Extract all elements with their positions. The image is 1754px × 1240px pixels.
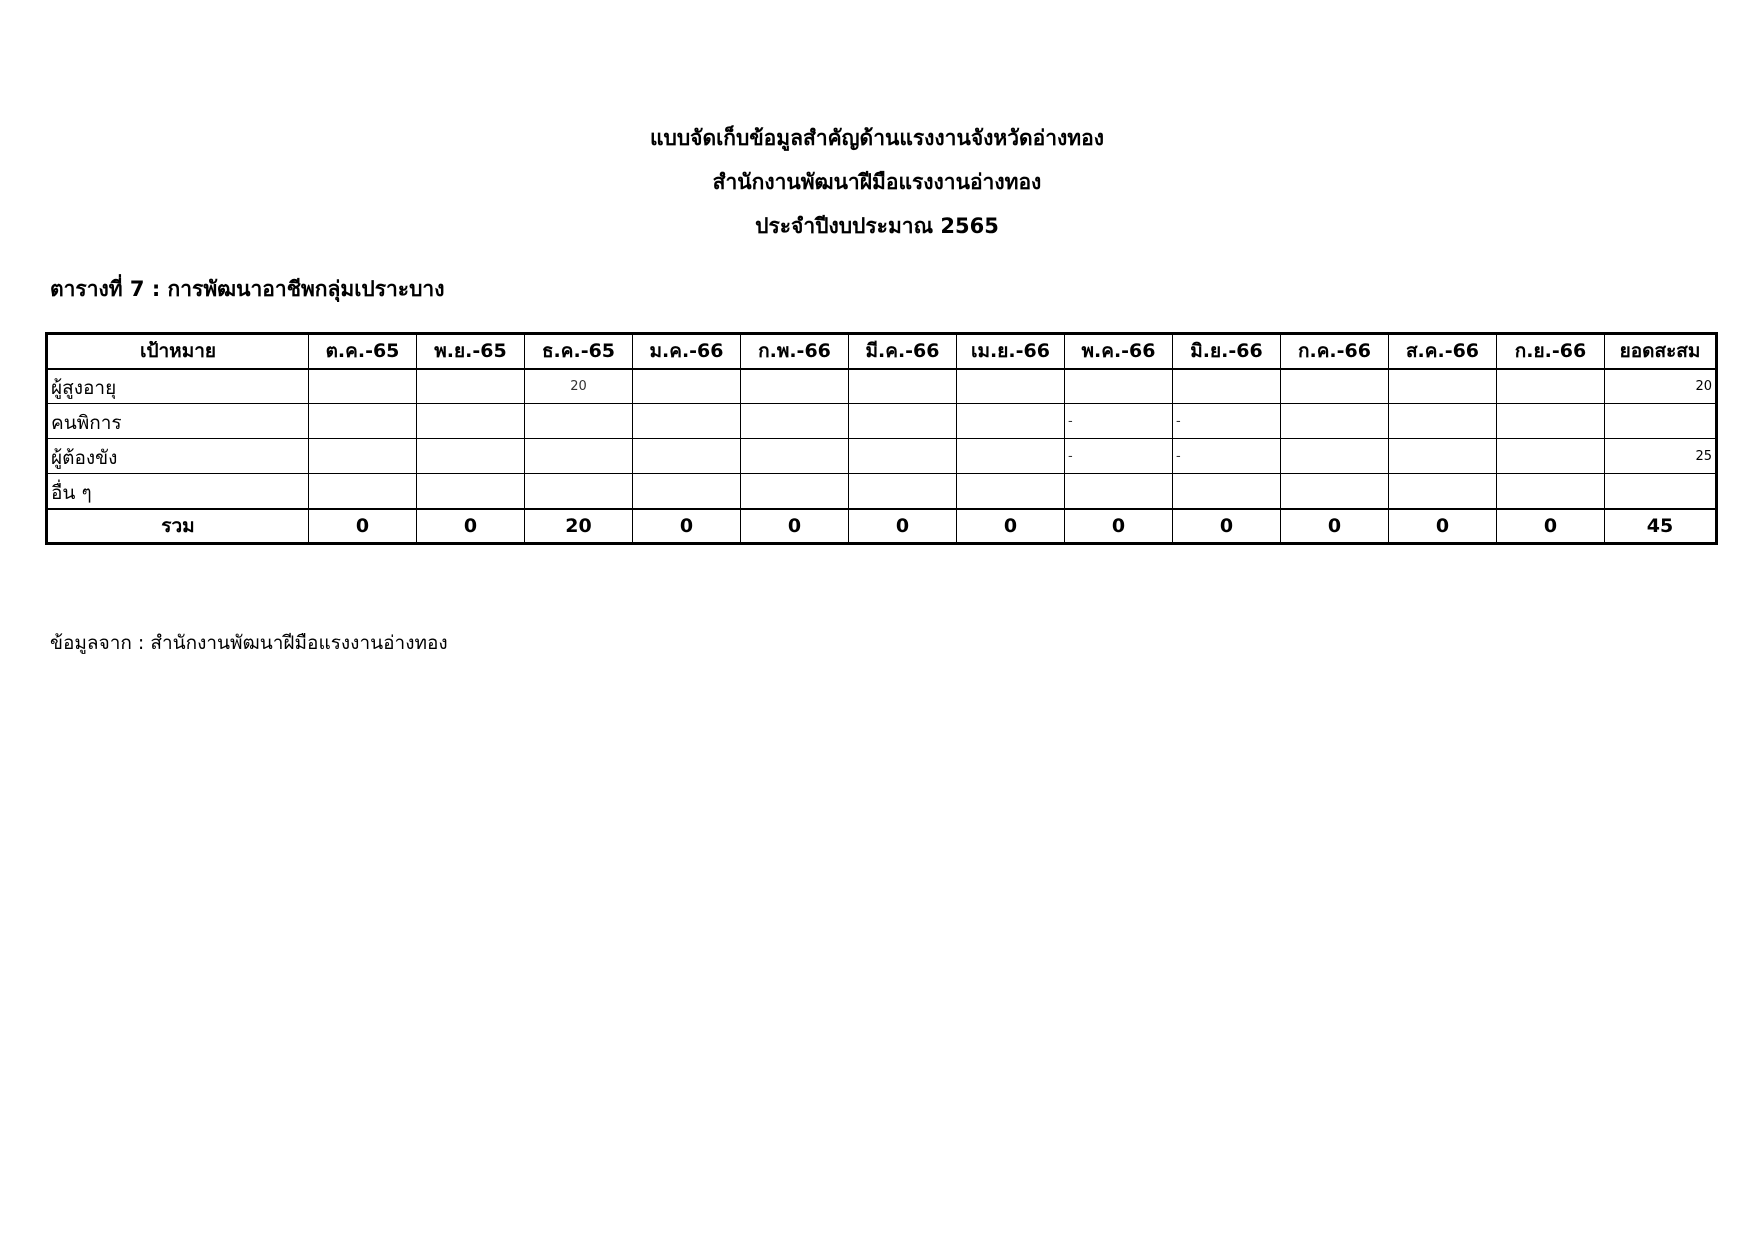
table-cell: - [1065, 404, 1173, 439]
vulnerable-groups-table [45, 332, 1718, 545]
header-month: ก.พ.-66 [741, 334, 849, 369]
total-cell: 0 [741, 509, 849, 544]
table-cell [525, 439, 633, 474]
table-cell [1497, 474, 1605, 509]
table-cell [741, 439, 849, 474]
header-month: ต.ค.-65 [309, 334, 417, 369]
header-month: ม.ค.-66 [633, 334, 741, 369]
table-cell [1065, 474, 1173, 509]
total-cell: 20 [525, 509, 633, 544]
row-label: ผู้ต้องขัง [47, 439, 309, 474]
table-cell [957, 369, 1065, 404]
header-month: เม.ย.-66 [957, 334, 1065, 369]
table-cell [1281, 404, 1389, 439]
header-month: ก.ย.-66 [1497, 334, 1605, 369]
table-cell [525, 474, 633, 509]
header-month: พ.ย.-65 [417, 334, 525, 369]
total-label: รวม [47, 509, 309, 544]
total-cell: 0 [1497, 509, 1605, 544]
table-cell [309, 404, 417, 439]
header-cumulative: ยอดสะสม [1605, 334, 1717, 369]
table-cell [1281, 474, 1389, 509]
table-cell: - [1065, 439, 1173, 474]
table-cell [1497, 369, 1605, 404]
table-cell [957, 439, 1065, 474]
table-cell-cumulative: 20 [1605, 369, 1717, 404]
table-cell: 20 [525, 369, 633, 404]
table-cell [849, 474, 957, 509]
table-cell [309, 439, 417, 474]
header-target: เป้าหมาย [47, 334, 309, 369]
table-cell [741, 404, 849, 439]
table-cell [1281, 439, 1389, 474]
table-cell [957, 474, 1065, 509]
header-month: ก.ค.-66 [1281, 334, 1389, 369]
total-cell: 0 [1173, 509, 1281, 544]
office-name: สำนักงานพัฒนาฝีมือแรงงานอ่างทอง [712, 170, 1042, 194]
table-cell [1173, 474, 1281, 509]
table-cell [309, 474, 417, 509]
table-cell [1389, 474, 1497, 509]
total-cell: 0 [309, 509, 417, 544]
header-month: มี.ค.-66 [849, 334, 957, 369]
table-cell [849, 439, 957, 474]
table-cell [1281, 369, 1389, 404]
table-cell [633, 474, 741, 509]
table-cell [1389, 404, 1497, 439]
table-cell [417, 439, 525, 474]
header-month: ธ.ค.-65 [525, 334, 633, 369]
table-cell [1389, 439, 1497, 474]
table-cell [633, 369, 741, 404]
table-cell [1173, 369, 1281, 404]
total-cell: 0 [1281, 509, 1389, 544]
document-title: แบบจัดเก็บข้อมูลสำคัญด้านแรงงานจังหวัดอ่างทอง [649, 126, 1105, 150]
table-header-row [47, 334, 1717, 369]
table-cell [849, 404, 957, 439]
table-cell [417, 404, 525, 439]
table-row [47, 404, 1717, 439]
table-cell [309, 369, 417, 404]
table-cell-cumulative: 25 [1605, 439, 1717, 474]
table-cell [525, 404, 633, 439]
total-cell: 0 [1389, 509, 1497, 544]
table-cell-cumulative [1605, 404, 1717, 439]
total-row [47, 509, 1717, 544]
header-month: ส.ค.-66 [1389, 334, 1497, 369]
table-row [47, 369, 1717, 404]
table-cell [741, 369, 849, 404]
table-cell: - [1173, 404, 1281, 439]
table-row [47, 474, 1717, 509]
table-cell [741, 474, 849, 509]
total-cell: 0 [417, 509, 525, 544]
row-label: อื่น ๆ [47, 474, 309, 509]
total-cell: 0 [633, 509, 741, 544]
table-cell [957, 404, 1065, 439]
row-label: คนพิการ [47, 404, 309, 439]
table-cell-cumulative [1605, 474, 1717, 509]
header-month: มิ.ย.-66 [1173, 334, 1281, 369]
table-cell [1497, 404, 1605, 439]
document-header [0, 116, 1754, 248]
table-cell [417, 474, 525, 509]
table-cell [1389, 369, 1497, 404]
table-cell [633, 439, 741, 474]
table-cell [1065, 369, 1173, 404]
row-label: ผู้สูงอายุ [47, 369, 309, 404]
fiscal-year: ประจำปีงบประมาณ 2565 [755, 214, 999, 238]
table-cell: - [1173, 439, 1281, 474]
total-cell: 0 [849, 509, 957, 544]
data-source-note: ข้อมูลจาก : สำนักงานพัฒนาฝีมือแรงงานอ่างทอง [50, 632, 448, 654]
total-cell: 0 [957, 509, 1065, 544]
header-month: พ.ค.-66 [1065, 334, 1173, 369]
table-caption: ตารางที่ 7 : การพัฒนาอาชีพกลุ่มเปราะบาง [50, 277, 445, 301]
total-cumulative: 45 [1605, 509, 1717, 544]
table-cell [1497, 439, 1605, 474]
total-cell: 0 [1065, 509, 1173, 544]
table-row [47, 439, 1717, 474]
table-cell [849, 369, 957, 404]
table-cell [633, 404, 741, 439]
table-cell [417, 369, 525, 404]
